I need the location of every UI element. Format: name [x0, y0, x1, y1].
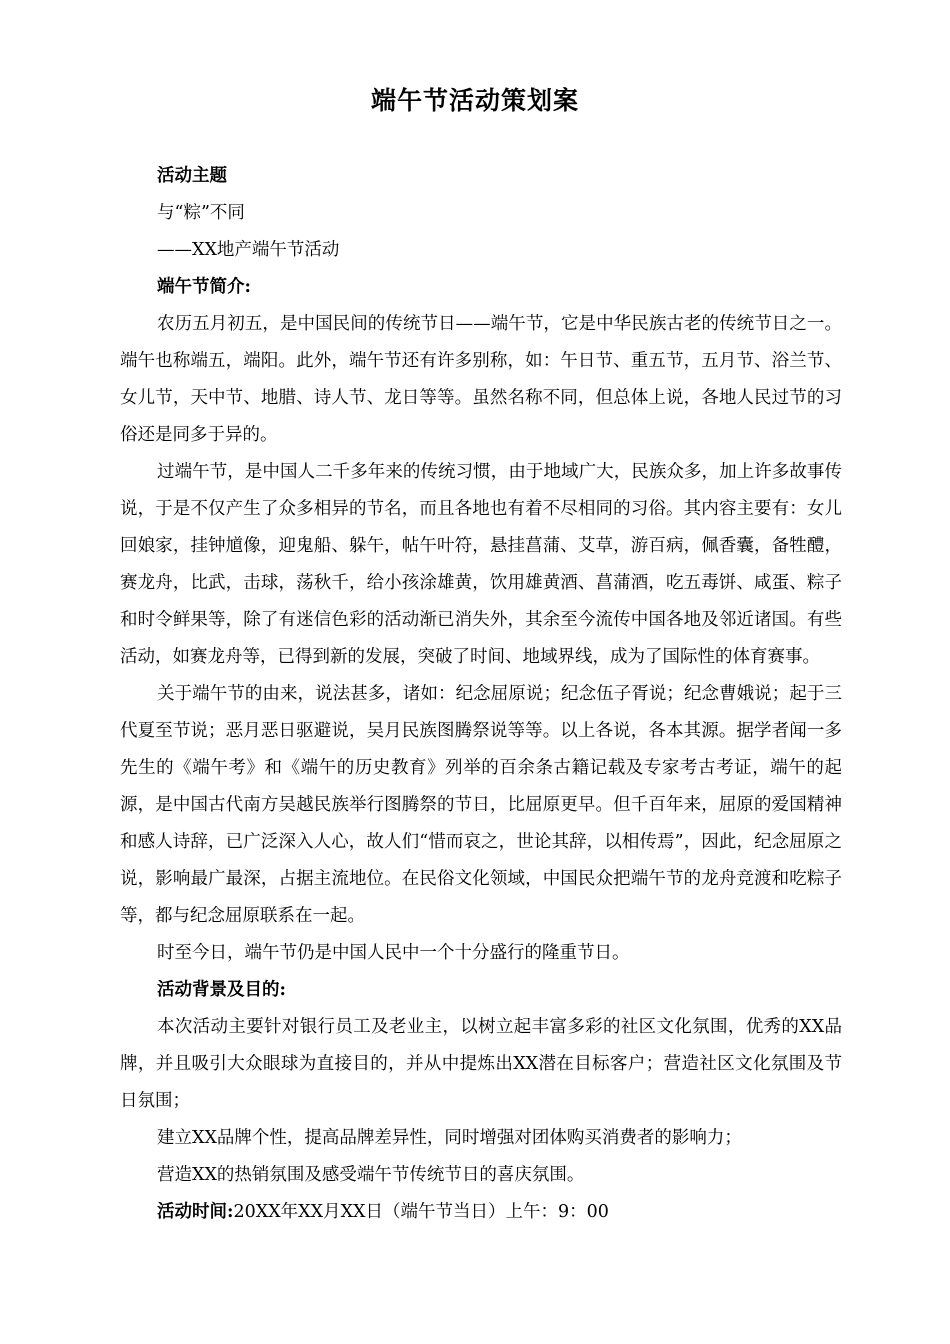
time-heading: 活动时间:: [157, 1202, 234, 1222]
theme-line-1: 与“粽”不同: [157, 203, 245, 223]
background-paragraph-3: 营造XX的热销氛围及感受端午节传统节日的喜庆氛围。: [157, 1165, 585, 1185]
theme-line-2: ——XX地产端午节活动: [157, 240, 340, 260]
intro-paragraph-1: 农历五月初五，是中国民间的传统节日——端午节，它是中华民族古老的传统节日之一。端午也称端五，端阳。此外，端午节还有许多别称，如：午日节、重五节，五月节、浴兰节、女儿节，天中节、地腊、诗人节、龙日等等。虽然名称不同，但总体上说，各地人民过节的习俗还是同多于异的。: [120, 314, 842, 445]
background-paragraph-1: 本次活动主要针对银行员工及老业主，以树立起丰富多彩的社区文化氛围，优秀的XX品牌，并且吸引大众眼球为直接目的，并从中提炼出XX潜在目标客户；营造社区文化氛围及节日氛围；: [120, 1017, 842, 1111]
activity-time-line: [120, 1194, 842, 1231]
theme-heading: 活动主题: [157, 166, 227, 186]
intro-paragraph-3: 关于端午节的由来，说法甚多，诸如：纪念屈原说；纪念伍子胥说；纪念曹娥说；起于三代夏至节说；恶月恶日驱避说，吴月民族图腾祭说等等。以上各说，各本其源。据学者闻一多先生的《端午考》和《端午的历史教育》列举的百余条古籍记载及专家考古考证，端午的起源，是中国古代南方吴越民族举行图腾祭的节日，比屈原更早。但千百年来，屈原的爱国精神和感人诗辞，已广泛深入人心，故人们“惜而哀之，世论其辞，以相传焉”，因此，纪念屈原之说，影响最广最深，占据主流地位。在民俗文化领域，中国民众把端午节的龙舟竞渡和吃粽子等，都与纪念屈原联系在一起。: [120, 684, 842, 926]
document-title: 端午节活动策划案: [370, 86, 579, 115]
background-heading: 活动背景及目的:: [157, 980, 286, 1000]
intro-paragraph-2: 过端午节，是中国人二千多年来的传统习惯，由于地域广大，民族众多，加上许多故事传说，于是不仅产生了众多相异的节名，而且各地也有着不尽相同的习俗。其内容主要有：女儿回娘家，挂钟馗像，迎鬼船、躲午，帖午叶符，悬挂菖蒲、艾草，游百病，佩香囊，备牲醴，赛龙舟，比武，击球，荡秋千，给小孩涂雄黄，饮用雄黄酒、菖蒲酒，吃五毒饼、咸蛋、粽子和时令鲜果等，除了有迷信色彩的活动渐已消失外，其余至今流传中国各地及邻近诸国。有些活动，如赛龙舟等，已得到新的发展，突破了时间、地域界线，成为了国际性的体育赛事。: [120, 462, 842, 667]
document-body: [120, 158, 842, 1231]
background-paragraph-2: 建立XX品牌个性，提高品牌差异性，同时增强对团体购买消费者的影响力；: [157, 1128, 742, 1148]
time-value: 20XX年XX月XX日（端午节当日）上午：9：00: [233, 1202, 609, 1222]
intro-heading: 端午节简介:: [157, 277, 251, 297]
intro-paragraph-4: 时至今日，端午节仍是中国人民中一个十分盛行的隆重节日。: [157, 943, 630, 963]
